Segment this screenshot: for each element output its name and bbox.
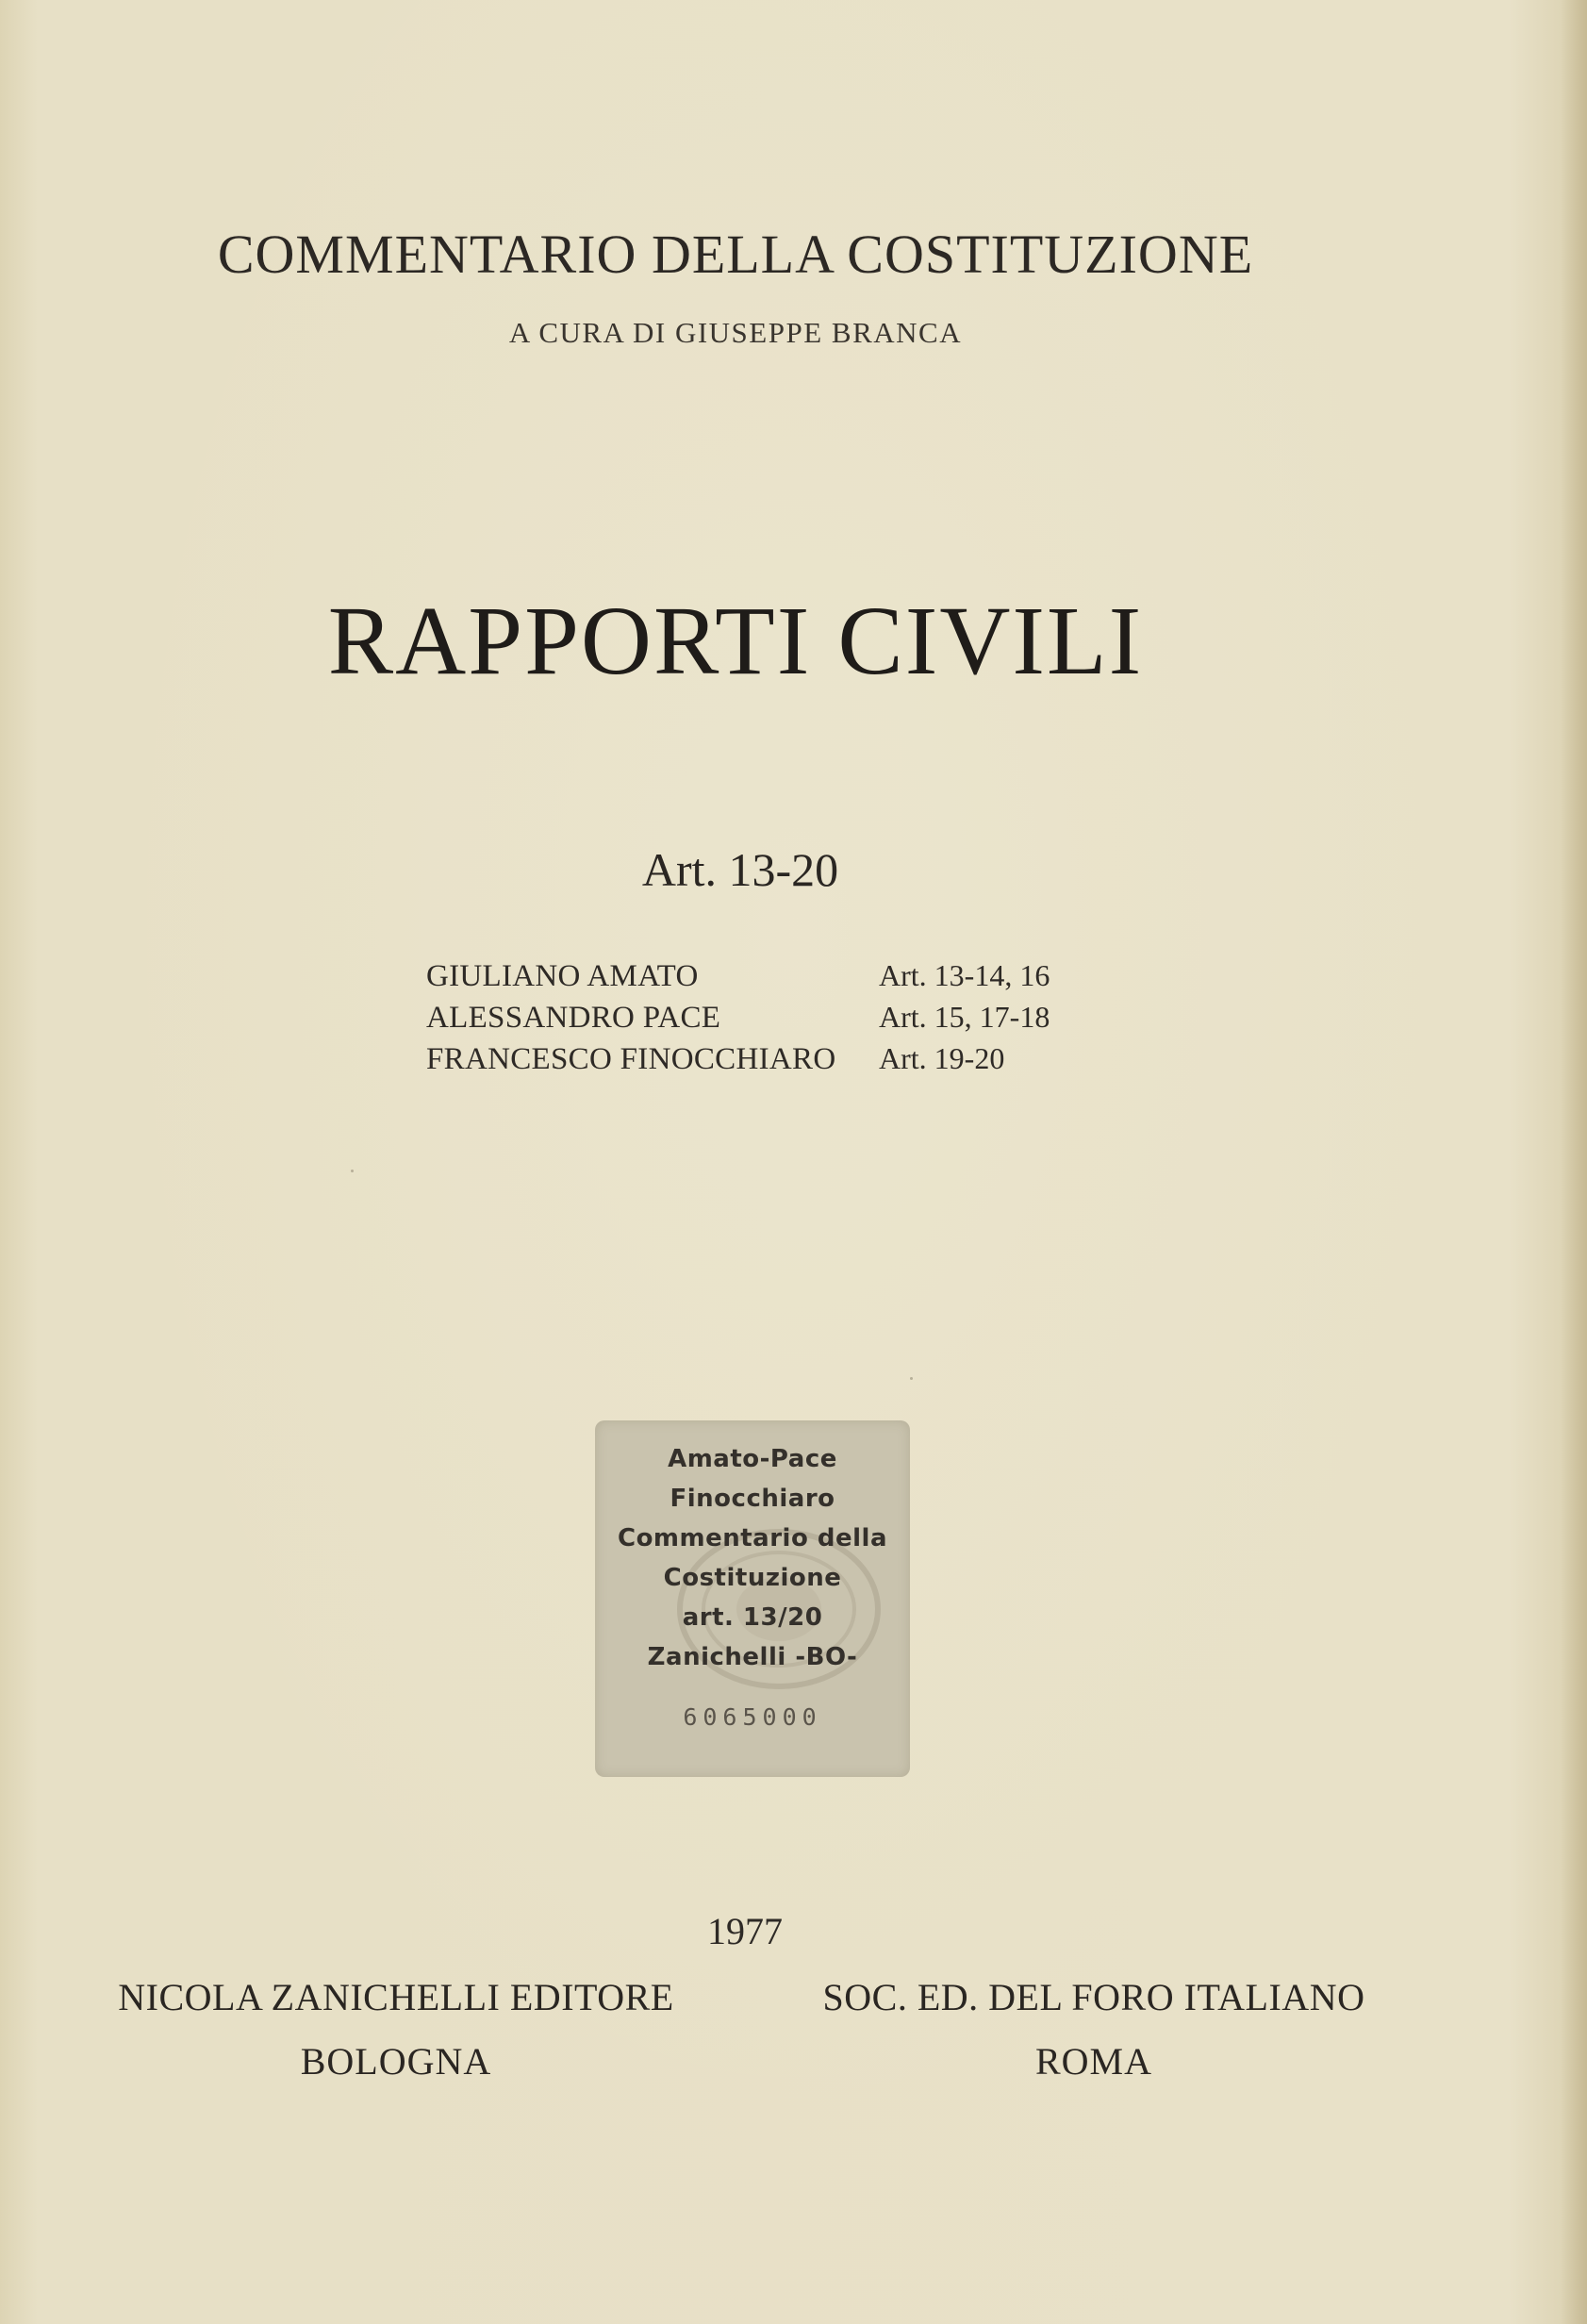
library-label	[595, 1420, 910, 1777]
articles-range: Art. 13-20	[641, 843, 839, 896]
series-title: COMMENTARIO DELLA COSTITUZIONE	[217, 224, 1254, 285]
publisher-city: ROMA	[1034, 2040, 1153, 2083]
label-line: art. 13/20	[682, 1603, 823, 1632]
publication-year: 1977	[707, 1910, 783, 1952]
author-row	[426, 996, 1050, 1038]
label-code: 6065000	[683, 1703, 822, 1731]
label-text	[595, 1439, 910, 1677]
author-row	[426, 1038, 1050, 1079]
paper-speck	[910, 1377, 913, 1380]
author-list	[426, 954, 1050, 1079]
author-row	[426, 954, 1050, 996]
label-line: Zanichelli -BO-	[647, 1643, 858, 1671]
author-articles: Art. 15, 17-18	[879, 1000, 1050, 1034]
label-line: Finocchiaro	[670, 1485, 835, 1513]
publisher-name: SOC. ED. DEL FORO ITALIANO	[822, 1976, 1365, 2018]
label-line: Commentario della	[617, 1524, 887, 1552]
author-name: FRANCESCO FINOCCHIARO	[426, 1042, 836, 1076]
publisher-name: NICOLA ZANICHELLI EDITORE	[118, 1976, 674, 2018]
author-articles: Art. 13-14, 16	[879, 958, 1050, 992]
publisher-city: BOLOGNA	[300, 2040, 492, 2083]
paper-speck	[351, 1170, 354, 1172]
label-line: Costituzione	[663, 1564, 842, 1592]
author-articles: Art. 19-20	[879, 1041, 1005, 1075]
book-title: RAPPORTI CIVILI	[327, 587, 1144, 695]
author-name: ALESSANDRO PACE	[426, 1001, 721, 1035]
editor-line: A CURA DI GIUSEPPE BRANCA	[508, 316, 963, 349]
label-line: Amato-Pace	[668, 1445, 837, 1473]
author-name: GIULIANO AMATO	[426, 959, 699, 993]
page-edge-shadow	[1561, 0, 1587, 2324]
